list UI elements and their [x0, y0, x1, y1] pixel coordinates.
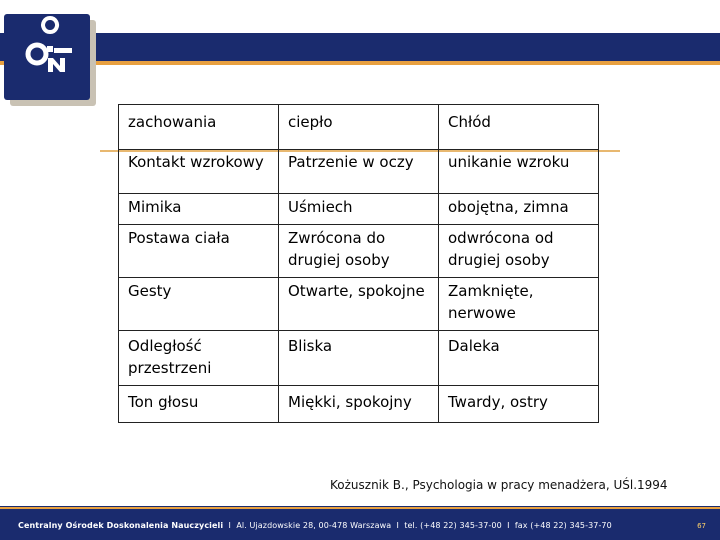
table-row	[119, 225, 599, 278]
footer	[0, 506, 720, 540]
footer-separator: I	[228, 521, 232, 530]
codn-logo-icon	[4, 14, 90, 100]
footer-fax: fax (+48 22) 345-37-70	[514, 521, 612, 530]
table-cell: Zwrócona do drugiej osoby	[279, 225, 439, 278]
table-row	[119, 278, 599, 331]
table-cell: Gesty	[119, 278, 279, 331]
table-cell: odwrócona od drugiej osoby	[439, 225, 599, 278]
table-cell: Daleka	[439, 331, 599, 386]
table-cell: unikanie wzroku	[439, 150, 599, 194]
table-cell: Uśmiech	[279, 194, 439, 225]
header-band	[0, 33, 720, 61]
table-cell: Odległość przestrzeni	[119, 331, 279, 386]
footer-accent-line	[0, 507, 720, 509]
table-cell: ciepło	[279, 105, 439, 150]
table-row	[119, 386, 599, 423]
table-cell: Patrzenie w oczy	[279, 150, 439, 194]
table-row	[119, 105, 599, 150]
citation: Kożusznik B., Psychologia w pracy menadżera, UŚl.1994	[330, 478, 668, 492]
table-cell: Otwarte, spokojne	[279, 278, 439, 331]
table-cell: Chłód	[439, 105, 599, 150]
table-cell: Twardy, ostry	[439, 386, 599, 423]
table-cell: Kontakt wzrokowy	[119, 150, 279, 194]
table-cell: Postawa ciała	[119, 225, 279, 278]
logo	[4, 14, 90, 100]
footer-phone: tel. (+48 22) 345-37-00	[404, 521, 502, 530]
footer-address: Al. Ujazdowskie 28, 00-478 Warszawa	[236, 521, 392, 530]
table-row	[119, 150, 599, 194]
footer-contact	[18, 521, 612, 530]
table-cell: Miękki, spokojny	[279, 386, 439, 423]
table-row	[119, 194, 599, 225]
table-cell: Zamknięte, nerwowe	[439, 278, 599, 331]
footer-separator: I	[396, 521, 399, 530]
header-accent-line	[0, 61, 720, 65]
page-number: 67	[697, 522, 706, 530]
comparison-table	[118, 104, 599, 423]
table-row	[119, 331, 599, 386]
table-cell: Mimika	[119, 194, 279, 225]
table-cell: Ton głosu	[119, 386, 279, 423]
table-cell: obojętna, zimna	[439, 194, 599, 225]
footer-separator: I	[507, 521, 510, 530]
table-cell: zachowania	[119, 105, 279, 150]
table-cell: Bliska	[279, 331, 439, 386]
footer-org: Centralny Ośrodek Doskonalenia Nauczycieli	[18, 521, 224, 530]
